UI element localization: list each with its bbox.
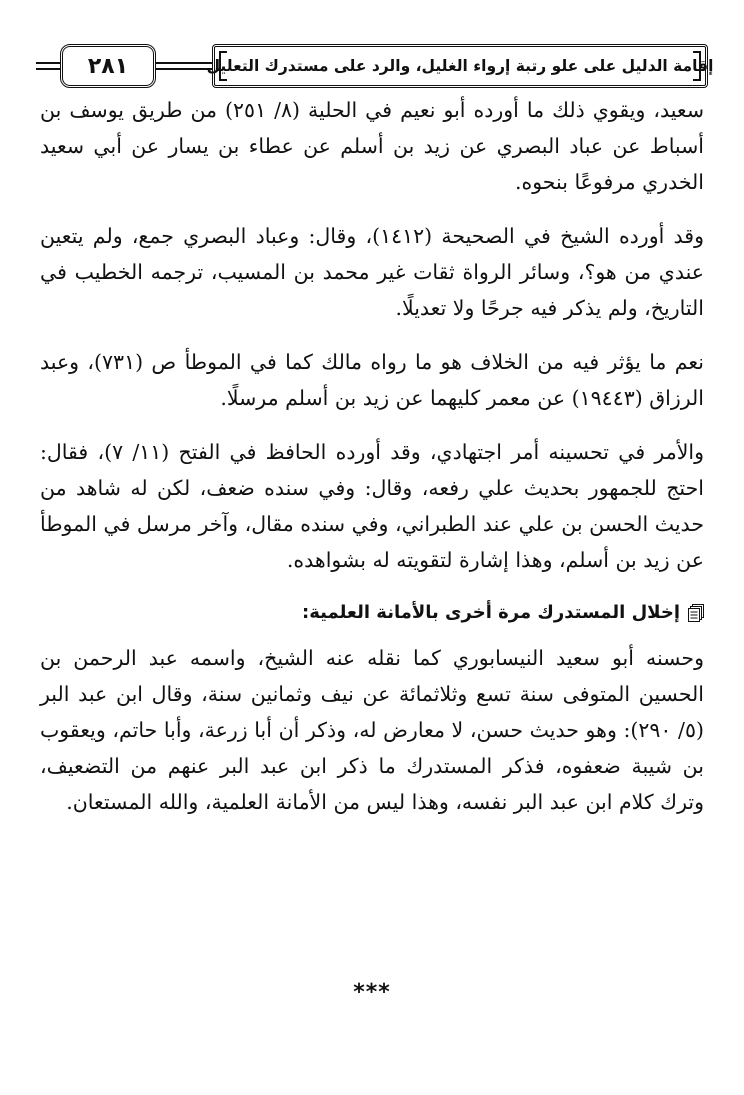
- page-header: [36, 44, 714, 90]
- page-number: ٢٨١: [60, 44, 156, 88]
- paragraph-2: وقد أورده الشيخ في الصحيحة (١٤١٢)، وقال: وعباد البصري جمع، ولم يتعين عندي من هو؟، وسائر الرواة ثقات غير محمد بن المسيب، ترجمه الخطيب في التاريخ، ولم يذكر فيه جرحًا ولا تعديلًا.: [40, 224, 704, 320]
- section-heading-text: إخلال المستدرك مرة أخرى بالأمانة العلمية:: [302, 602, 680, 623]
- section-heading: [40, 598, 704, 628]
- paragraph-4: والأمر في تحسينه أمر اجتهادي، وقد أورده الحافظ في الفتح (١١/ ٧)، فقال: احتج للجمهور بحديث علي رفعه، وقال: وفي سنده ضعف، لكن له شاهد من حديث الحسن بن علي عند الطبراني، وفي سنده مقال، وآخر مرسل في الموطأ عن زيد بن أسلم، وهذا إشارة لتقويته له بشواهده.: [40, 440, 704, 572]
- paragraph-1: سعيد، ويقوي ذلك ما أورده أبو نعيم في الحلية (٨/ ٢٥١) من طريق يوسف بن أسباط عن عباد البصري عن زيد بن أسلم عن عطاء بن يسار عن أبي سعيد الخدري مرفوعًا بنحوه.: [40, 98, 704, 194]
- note-pages-icon: [688, 604, 704, 622]
- page-body: [40, 92, 704, 820]
- paragraph-5: وحسنه أبو سعيد النيسابوري كما نقله عنه الشيخ، واسمه عبد الرحمن بن الحسين المتوفى سنة تسع وثلاثمائة عن نيف وثمانين سنة، وقال ابن عبد البر (٥/ ٢٩٠): وهو حديث حسن، لا معارض له، وذكر أن أبا زرعة، وأبا حاتم، ويعقوب بن شيبة ضعفوه، فذكر المستدرك ما ذكر ابن عبد البر عنهم من التضعيف، وترك كلام ابن عبد البر نفسه، وهذا ليس من الأمانة العلمية، والله المستعان.: [40, 646, 704, 814]
- end-mark: ***: [353, 980, 391, 1005]
- paragraph-3: نعم ما يؤثر فيه من الخلاف هو ما رواه مالك كما في الموطأ ص (٧٣١)، وعبد الرزاق (١٩٤٤٣) عن معمر كليهما عن زيد بن أسلم مرسلًا.: [40, 350, 704, 410]
- running-title: إقامة الدليل على علو رتبة إرواء الغليل، والرد على مستدرك التعليل: [212, 44, 708, 88]
